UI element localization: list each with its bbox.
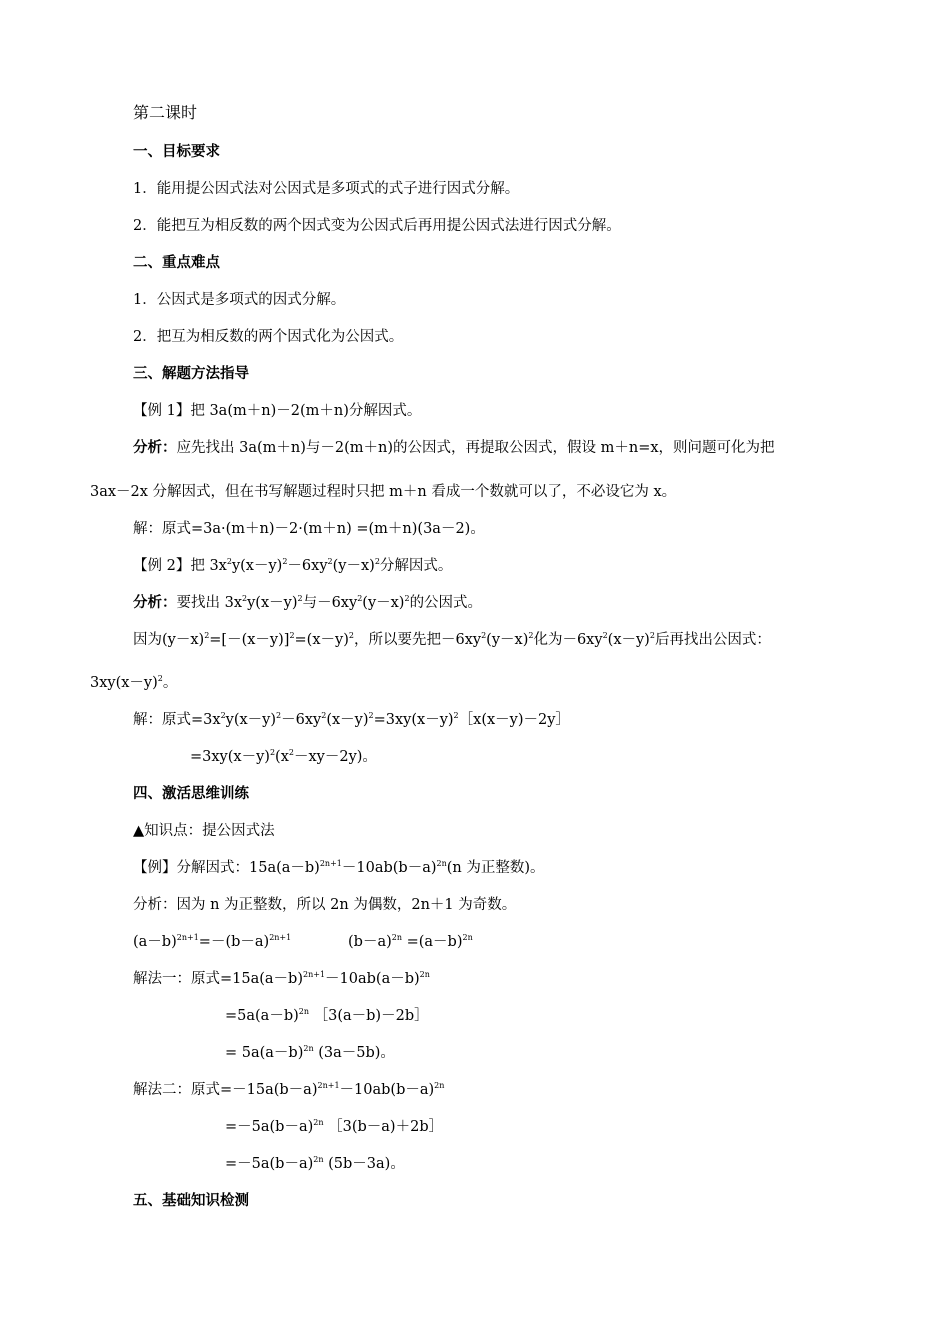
method-1-line-3 [225,1043,395,1063]
math-text: =[－(x－y)] [209,632,290,648]
exponent: 2 [297,594,303,603]
section-heading-key-points: 二、重点难点 [133,254,220,271]
example-1-statement [133,401,421,421]
math-text: ［3(a－b)－2b］ [313,1008,429,1024]
math-text: (n 为正整数)。 [446,860,545,876]
exponent: 2 [327,557,333,566]
analysis-label: 分析： [133,439,177,456]
math-text: ，所以要先把－6xy [353,632,482,648]
exponent: 2n [434,1081,445,1090]
math-text: 化为－6xy [533,632,603,648]
method-2-line-2 [225,1117,443,1137]
method-1-line-1 [133,969,430,989]
math-text: 要找出 3x [176,595,243,611]
math-text: =－5a(b－a) [225,1156,314,1172]
exponent: 2 [453,711,459,720]
math-text: (5b－3a)。 [328,1156,405,1172]
exponent: 2n [313,1118,324,1127]
exponent: 2 [602,631,608,640]
example-2-solution-line-1 [133,710,570,730]
lesson-title: 第二课时 [133,103,198,122]
math-text: 【例】分解因式：15a(a－b) [133,860,320,876]
exponent: 2 [481,631,487,640]
section-heading-thinking: 四、激活思维训练 [133,785,249,802]
math-text: 。 [162,675,178,691]
exponent: 2 [282,557,288,566]
math-text: y(x－y) [225,712,277,728]
exponent: 2 [276,711,282,720]
exponent: 2n [462,933,473,942]
math-text: =5a(a－b) [225,1008,299,1024]
math-text: 因为(y－x) [133,632,205,648]
relation-2 [348,932,473,952]
exponent: 2 [288,748,294,757]
goal-item-2: 2．能把互为相反数的两个因式变为公因式后再用提公因式法进行因式分解。 [133,218,621,234]
math-text: －6xy [287,558,328,574]
math-text: －10ab(b－a) [341,860,437,876]
exponent: 2n [313,1155,324,1164]
math-text: (x－y) [326,712,369,728]
math-text: 解：原式=3x [133,712,221,728]
example-1-analysis-line-2: 3ax－2x 分解因式，但在书写解题过程时只把 m＋n 看成一个数就可以了，不必设它为 x。 [90,484,677,500]
key-point-1: 1．公因式是多项式的因式分解。 [133,292,346,308]
math-text: y(x－y) [247,595,298,611]
math-text: 3xy(x－y) [90,675,158,691]
thinking-analysis: 分析：因为 n 为正整数，所以 2n 为偶数，2n＋1 为奇数。 [133,897,517,913]
math-text: 解法二：原式=－15a(b－a) [133,1082,318,1098]
math-text: =3xy(x－y) [373,712,454,728]
method-1-line-2 [225,1006,429,1026]
key-point-2: 2．把互为相反数的两个因式化为公因式。 [133,329,404,345]
exponent: 2 [226,557,232,566]
math-text: (y－x) [332,558,375,574]
math-text: 后再找出公因式： [654,632,771,648]
exponent: 2 [348,631,354,640]
exponent: 2n [391,933,402,942]
math-text: (b－a) [348,934,392,950]
math-text: 的公因式。 [409,595,483,611]
method-2-line-1 [133,1080,444,1100]
exponent: 2 [528,631,534,640]
section-heading-basic-check: 五、基础知识检测 [133,1192,249,1209]
math-text: (x－y) [607,632,650,648]
math-text: 分解因式。 [379,558,453,574]
math-text: －6xy [281,712,322,728]
exponent: 2 [204,631,210,640]
knowledge-point: ▲知识点：提公因式法 [133,823,275,839]
example-1-solution: 解：原式=3a·(m＋n)－2·(m＋n) =(m＋n)(3a－2)。 [133,521,485,537]
math-text: =－5a(b－a) [225,1119,314,1135]
analysis-text: 应先找出 3a(m＋n)与－2(m＋n)的公因式，再提取公因式，假设 m＋n=x，则问题可化为把 [176,440,775,456]
math-text: ［3(b－a)＋2b］ [328,1119,444,1135]
exponent: 2n [436,859,447,868]
math-text: =3xy(x－y) [190,749,270,765]
exponent: 2 [220,711,226,720]
example-2-label: 【例 2】 [133,558,191,574]
exponent: 2n+1 [319,859,342,868]
math-text: －10ab(b－a) [339,1082,435,1098]
thinking-example [133,858,545,878]
example-1-text: 把 3a(m＋n)－2(m＋n)分解因式。 [190,403,422,419]
exponent: 2n+1 [303,970,326,979]
math-text: 解法一：原式=15a(a－b) [133,971,303,987]
exponent: 2n [419,970,430,979]
math-text: ［x(x－y)－2y］ [458,712,570,728]
example-2-solution-line-2 [190,747,377,767]
exponent: 2 [242,594,248,603]
math-text: －10ab(a－b) [325,971,420,987]
exponent: 2n+1 [176,933,199,942]
math-text: y(x－y) [231,558,283,574]
exponent: 2 [157,674,163,683]
example-2-common-factor [90,673,177,693]
math-text: (3a－5b)。 [318,1045,395,1061]
math-text: 把 3x [190,558,227,574]
exponent: 2 [368,711,374,720]
math-text: =－(b－a) [198,934,270,950]
math-text: =(a－b) [402,934,463,950]
math-text: (a－b) [133,934,177,950]
analysis-label: 分析： [133,594,177,611]
example-1-analysis-line-1 [133,438,775,458]
math-text: (x [275,749,289,765]
exponent: 2 [649,631,655,640]
math-text: = 5a(a－b) [225,1045,304,1061]
exponent: 2 [374,557,380,566]
math-text: =(x－y) [294,632,349,648]
exponent: 2 [321,711,327,720]
relation-1 [133,932,291,952]
example-1-label: 【例 1】 [133,403,191,419]
section-heading-goals: 一、目标要求 [133,143,220,160]
exponent: 2 [269,748,276,757]
exponent: 2n+1 [317,1081,340,1090]
method-2-line-3 [225,1154,405,1174]
exponent: 2n+1 [269,933,292,942]
exponent: 2 [404,594,410,603]
math-text: (y－x) [362,595,405,611]
math-text: －xy－2y)。 [293,749,377,765]
exponent: 2 [357,594,363,603]
example-2-because [133,630,771,650]
math-text: (y－x) [486,632,529,648]
example-2-analysis [133,593,482,613]
example-2-statement [133,556,452,576]
section-heading-methods: 三、解题方法指导 [133,365,249,382]
goal-item-1: 1．能用提公因式法对公因式是多项式的式子进行因式分解。 [133,181,520,197]
exponent: 2n [298,1007,310,1016]
exponent: 2 [289,631,295,640]
math-text: 与－6xy [302,595,358,611]
exponent: 2n [303,1044,314,1053]
